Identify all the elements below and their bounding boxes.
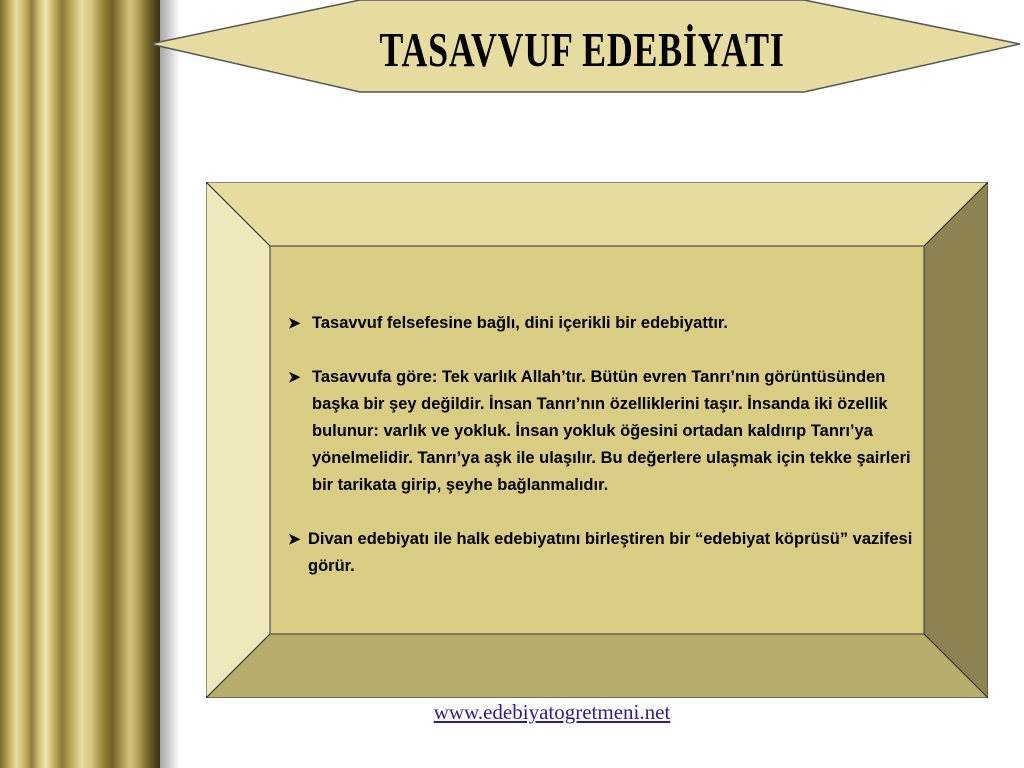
bullet-text: Divan edebiyatı ile halk edebiyatını birleştiren bir “edebiyat köprüsü” vazifesi görür.	[308, 530, 913, 575]
bullet-text: Tasavvuf felsefesine bağlı, dini içerikli bir edebiyattır.	[312, 314, 729, 332]
slide-title: TASAVVUF EDEBİYATI	[379, 22, 785, 77]
pillar-shadow	[160, 0, 180, 768]
arrowhead-bullet-icon: ➤	[288, 369, 301, 386]
bullet-text: Tasavvufa göre: Tek varlık Allah’tır. Bütün evren Tanrı’nın görüntüsünden başka bir şey değildir. İnsan Tanrı’nın özelliklerini taşır. İnsanda iki özellik bulunur: varlık ve yokluk. İnsan yokluk öğesini ortadan kaldırıp Tanrı’ya yönelmelidir. Tanrı’ya aşk ile ulaşılır. Bu değerlere ulaşmak için tekke şairleri bir tarikata girip, şeyhe bağlanmalıdır.	[312, 368, 911, 494]
title-banner	[140, 0, 1024, 96]
arrowhead-bullet-icon: ➤	[288, 531, 301, 548]
bullet-item-2	[286, 364, 936, 499]
slide-content	[286, 310, 936, 607]
bullet-item-3	[286, 526, 936, 580]
website-link[interactable]: www.edebiyatogretmeni.net	[433, 700, 671, 724]
bullet-item-1	[286, 310, 936, 337]
arrowhead-bullet-icon: ➤	[288, 315, 301, 332]
decorative-pillar	[0, 0, 160, 768]
